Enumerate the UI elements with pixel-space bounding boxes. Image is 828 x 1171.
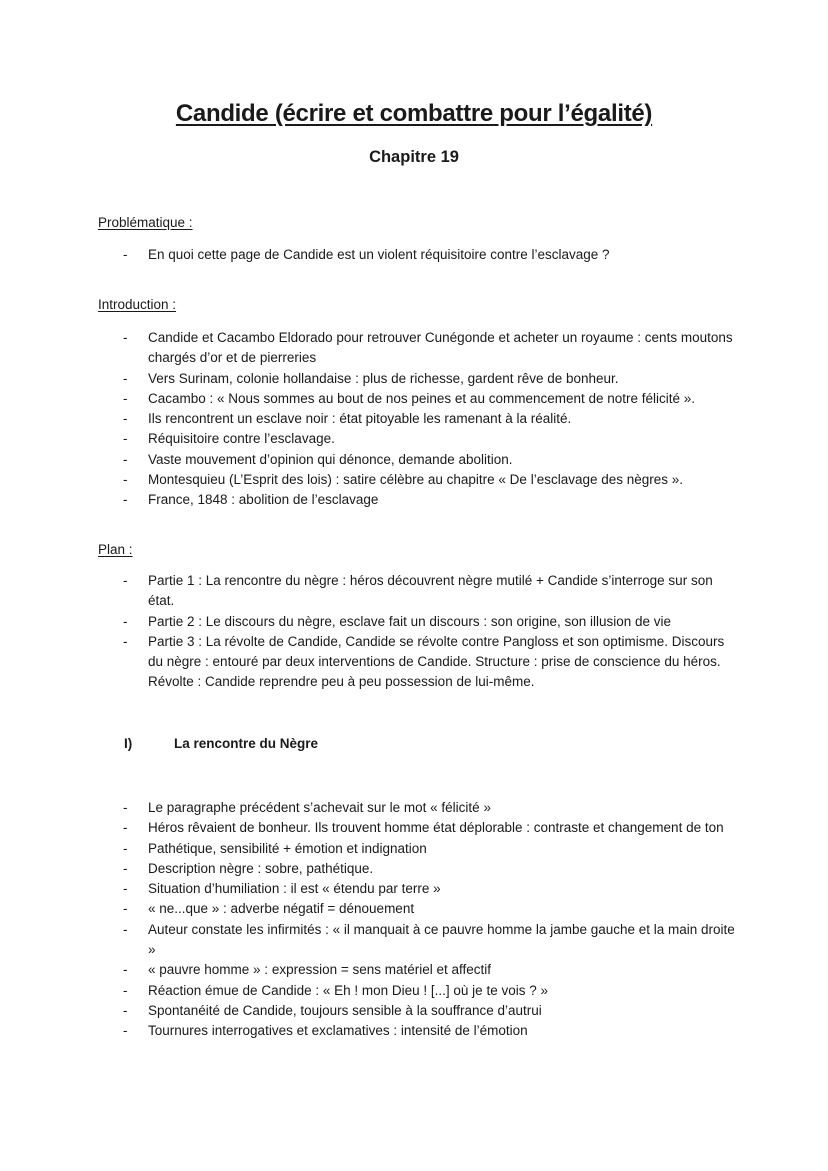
list-item: - Vaste mouvement d’opinion qui dénonce, demande abolition. [98, 450, 738, 470]
list-item: - Partie 1 : La rencontre du nègre : héros découvrent nègre mutilé + Candide s’interroge sur son état. [123, 573, 713, 609]
list-item: - Auteur constate les infirmités : « il manquait à ce pauvre homme la jambe gauche et la main droite » [123, 921, 735, 958]
bullet-dash: - [123, 390, 128, 406]
list-item: - Spontanéité de Candide, toujours sensible à la souffrance d’autrui [98, 1001, 738, 1021]
list-item: - Description nègre : sobre, pathétique. [98, 859, 738, 879]
bullet-dash: - [123, 330, 128, 345]
plan-list [98, 571, 738, 693]
introduction-list [98, 328, 738, 511]
introduction-label: Introduction : [98, 297, 177, 312]
section-number: I) [124, 736, 133, 751]
bullet-dash: - [123, 370, 128, 386]
plan-label: Plan : [98, 542, 133, 557]
section-title: La rencontre du Nègre [174, 736, 319, 751]
list-item: - Le paragraphe précédent s’achevait sur le mot « félicité » [98, 798, 738, 818]
list-item: - « ne...que » : adverbe négatif = dénouement [98, 899, 738, 919]
list-item: - Partie 3 : La révolte de Candide, Candide se révolte contre Pangloss et son optimisme. Discours du nègre : entouré par deux interventions de Candide. Structure : prise de conscience du héros. Révolte : Candide reprendre peu à peu possession de lui-même. [123, 633, 725, 690]
list-item: - En quoi cette page de Candide est un violent réquisitoire contre l’esclavage ? [98, 245, 738, 265]
bullet-dash: - [123, 613, 128, 629]
bullet-dash: - [123, 901, 128, 917]
bullet-dash: - [123, 921, 128, 937]
bullet-dash: - [123, 820, 128, 836]
bullet-dash: - [123, 860, 128, 876]
list-item: - Réaction émue de Candide : « Eh ! mon Dieu ! [...] où je te vois ? » [98, 981, 738, 1001]
bullet-dash: - [123, 962, 128, 978]
bullet-dash: - [123, 1023, 128, 1039]
bullet-dash: - [123, 247, 128, 262]
bullet-dash: - [123, 573, 128, 588]
problematique-label: Problématique : [98, 215, 193, 230]
chapter-subtitle: Chapitre 19 [369, 148, 459, 166]
part1-list [98, 798, 738, 1042]
bullet-dash: - [123, 881, 128, 897]
bullet-dash: - [123, 451, 128, 467]
list-item: - Pathétique, sensibilité + émotion et indignation [98, 839, 738, 859]
list-item: - « pauvre homme » : expression = sens matériel et affectif [98, 960, 738, 980]
list-item: - Candide et Cacambo Eldorado pour retrouver Cunégonde et acheter un royaume : cents moutons chargés d’or et de pierreries [123, 330, 733, 366]
bullet-dash: - [123, 633, 128, 649]
list-item: - Réquisitoire contre l’esclavage. [98, 429, 738, 449]
bullet-dash: - [123, 472, 128, 488]
document-title: Candide (écrire et combattre pour l’égalité) [175, 100, 653, 127]
list-item: - France, 1848 : abolition de l’esclavage [98, 490, 738, 510]
bullet-dash: - [123, 800, 128, 815]
problematique-list [98, 245, 738, 265]
list-item: - Héros rêvaient de bonheur. Ils trouvent homme état déplorable : contraste et changement de ton [98, 818, 738, 838]
list-item: - Cacambo : « Nous sommes au bout de nos peines et au commencement de notre félicité ». [98, 389, 738, 409]
list-item: - Situation d’humiliation : il est « étendu par terre » [98, 879, 738, 899]
list-item: - Tournures interrogatives et exclamatives : intensité de l’émotion [98, 1021, 738, 1041]
section-heading-part1 [124, 736, 318, 751]
list-item: - Vers Surinam, colonie hollandaise : plus de richesse, gardent rêve de bonheur. [98, 369, 738, 389]
bullet-dash: - [123, 431, 128, 447]
bullet-dash: - [123, 982, 128, 998]
bullet-dash: - [123, 840, 128, 856]
list-item: - Montesquieu (L’Esprit des lois) : satire célèbre au chapitre « De l’esclavage des nègres ». [98, 470, 738, 490]
list-item: - Ils rencontrent un esclave noir : état pitoyable les ramenant à la réalité. [98, 409, 738, 429]
list-item: - Partie 2 : Le discours du nègre, esclave fait un discours : son origine, son illusion de vie [98, 612, 738, 632]
bullet-dash: - [123, 1002, 128, 1018]
bullet-dash: - [123, 492, 128, 508]
bullet-dash: - [123, 411, 128, 427]
